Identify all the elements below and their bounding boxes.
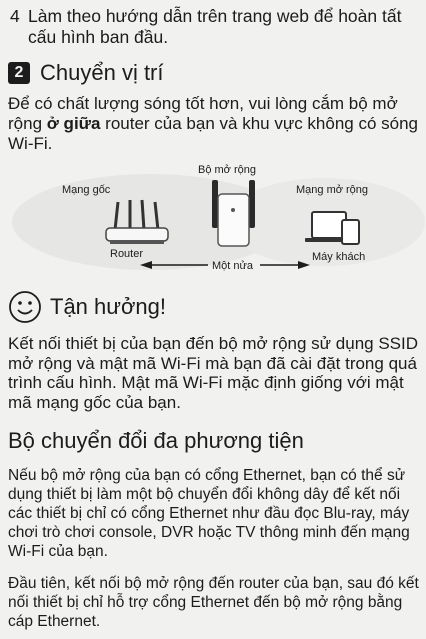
clients-label: Máy khách [312,251,366,263]
relocate-text-end: router của bạn và khu vực không có sóng Wi-Fi. [8,114,419,153]
media-adapter-paragraph-1: Nếu bộ mở rộng của bạn có cổng Ethernet, bạn có thể sử dụng thiết bị làm một bộ chuyển đổi không dây để kết nối các thiết bị chỉ có cổng Ethernet như đầu đọc Blu-ray, máy chơi trò chơi console, DVR hoặc TV thông minh đến mạng Wi-Fi của bạn. [8,467,410,560]
extender-label: Bộ mở rộng [198,164,256,176]
placement-diagram [0,160,426,280]
media-adapter-paragraph-2: Đầu tiên, kết nối bộ mở rộng đến router của bạn, sau đó kết nối thiết bị chỉ hỗ trợ cổng Ethernet đến bộ mở rộng bằng cáp Ethernet. [8,575,419,630]
extended-network-label: Mạng mở rộng [296,184,369,196]
enjoy-paragraph: Kết nối thiết bị của bạn đến bộ mở rộng sử dụng SSID mở rộng và mật mã Wi-Fi mà bạn đã cài đặt trong quá trình cấu hình. Mật mã Wi-Fi mặc định giống với mật mã mạng gốc của bạn. [8,334,419,412]
section-relocate-heading [8,60,164,86]
step-badge: 2 [8,62,30,84]
host-network-label: Mạng gốc [62,184,111,196]
step-text: Làm theo hướng dẫn trên trang web để hoàn tất cấu hình ban đầu. [28,6,402,47]
section-title: Tận hưởng! [50,294,166,319]
router-label: Router [110,248,144,260]
halfway-label: Một nửa [212,260,253,272]
smiley-icon [8,290,42,324]
section-enjoy-heading [8,290,166,324]
media-adapter-title: Bộ chuyển đổi đa phương tiện [8,428,304,453]
relocate-paragraph [8,94,420,154]
relocate-text-bold: ở giữa [46,114,101,133]
relocate-text-start: Để có chất lượng sóng tốt hơn, vui lòng cắm bộ mở rộng [8,94,398,133]
section-title: Chuyển vị trí [40,60,164,85]
step-number: 4 [10,6,20,26]
tablet-icon [342,220,359,244]
